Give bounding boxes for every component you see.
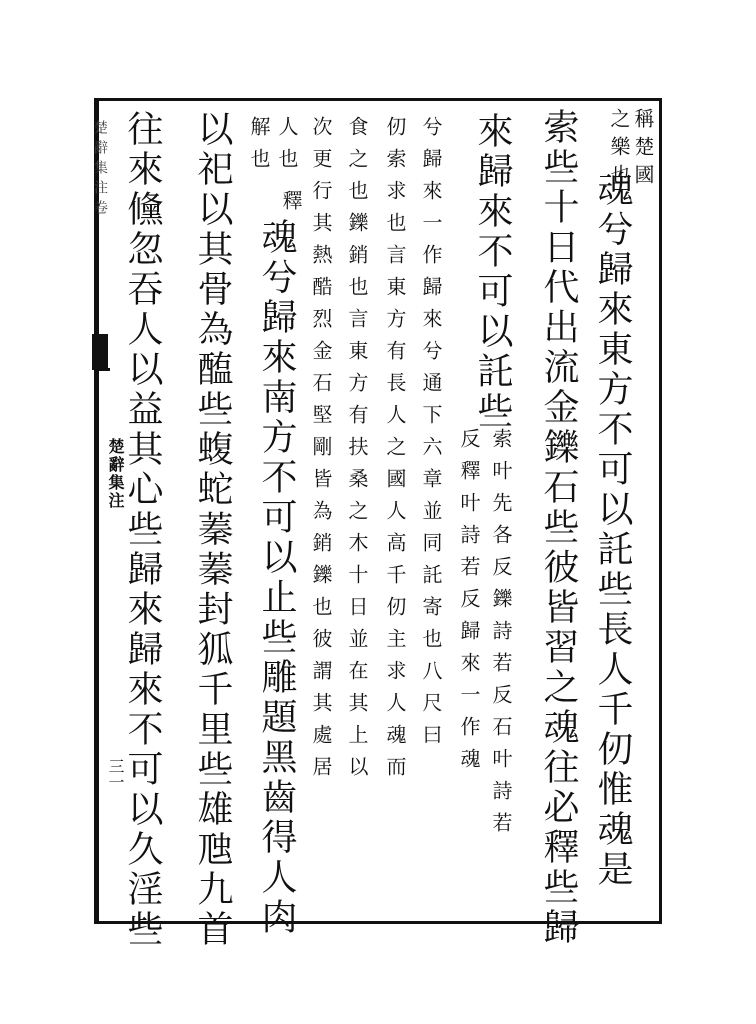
text-column-5: 來歸來不可以託些 bbox=[472, 112, 513, 432]
text-column-9: 仞索求也言東方有長人之國人高千仞主求人魂而 bbox=[383, 116, 407, 788]
text-column-10: 食之也鑠銷也言東方有扶桑之木十日並在其上以 bbox=[345, 116, 369, 788]
text-column-11: 次更行其熱酷烈金石堅剛皆為銷鑠也彼謂其處居 bbox=[309, 116, 333, 788]
fold-fishtail-mark bbox=[92, 334, 108, 370]
text-column-6: 索叶先各反鑠詩若反石叶詩若 bbox=[489, 428, 513, 844]
margin-rule bbox=[94, 98, 96, 924]
text-column-2: 之樂也 bbox=[607, 108, 631, 192]
text-column-12: 人也 bbox=[275, 116, 299, 180]
text-column-8: 兮歸來一作歸來兮通下六章並同託寄也八尺曰 bbox=[419, 116, 443, 756]
fold-rule bbox=[96, 368, 110, 371]
inline-annotation: 釋 bbox=[279, 190, 303, 222]
text-column-1: 稱楚國 bbox=[631, 108, 655, 192]
text-column-14: 魂兮歸來南方不可以止些雕題黑齒得人肉 bbox=[256, 218, 297, 938]
text-column-7: 反釋叶詩若反歸來一作魂 bbox=[457, 428, 481, 780]
fold-text: 楚辭集注卷 bbox=[92, 120, 108, 220]
text-column-13: 解也 bbox=[247, 116, 271, 180]
book-title: 楚辭集注 bbox=[106, 438, 125, 510]
text-column-15: 以祀以其骨為醢些蝮蛇蓁蓁封狐千里些雄虺九首 bbox=[192, 110, 233, 950]
text-column-4: 索些十日代出流金鑠石些彼皆習之魂往必釋些歸 bbox=[538, 108, 579, 948]
text-column-3: 魂兮歸來東方不可以託些長人千仞惟魂是 bbox=[592, 170, 633, 890]
folio-number: 三一 bbox=[106, 758, 125, 790]
text-column-16: 往來儵忽吞人以益其心些歸來歸來不可以久淫些 bbox=[122, 110, 163, 950]
